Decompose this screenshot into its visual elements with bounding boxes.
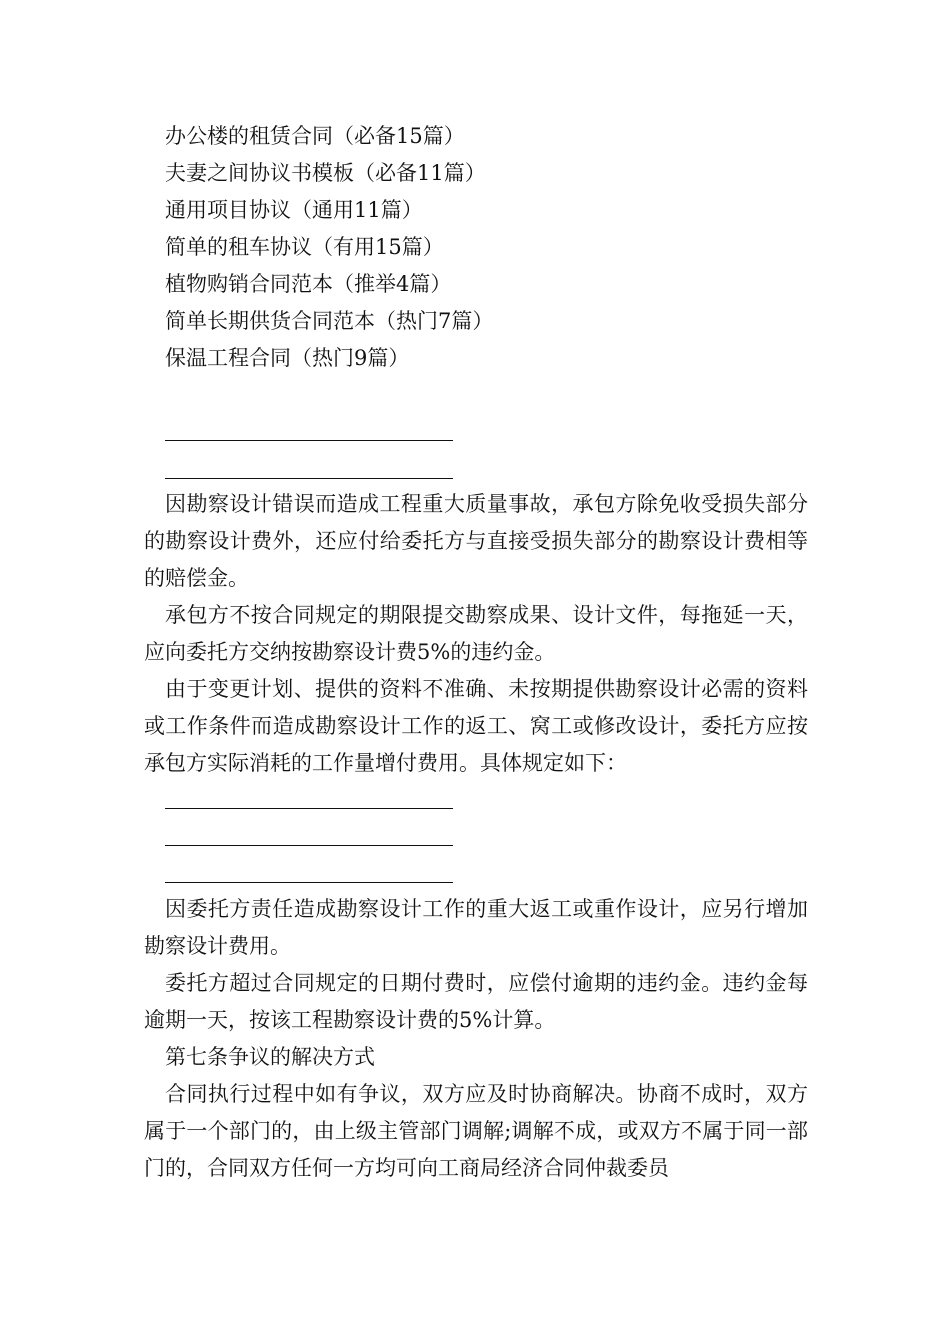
paragraph-late-payment-penalty: 委托方超过合同规定的日期付费时，应偿付逾期的违约金。违约金每逾期一天，按该工程勘察设计费的5%计算。 [144,971,808,1032]
list-item: 办公楼的租赁合同（必备15篇） [165,124,465,148]
blank-line [165,882,453,883]
list-item: 通用项目协议（通用11篇） [165,198,423,222]
list-item: 简单长期供货合同范本（热门7篇） [165,309,494,333]
list-item: 夫妻之间协议书模板（必备11篇） [165,161,486,185]
paragraph-late-delivery-penalty: 承包方不按合同规定的期限提交勘察成果、设计文件，每拖延一天，应向委托方交纳按勘察设计费5%的违约金。 [144,603,808,664]
paragraph-dispute-resolution: 合同执行过程中如有争议，双方应及时协商解决。协商不成时，双方属于一个部门的，由上级主管部门调解;调解不成，或双方不属于同一部门的，合同双方任何一方均可向工商局经济合同仲裁委员 [144,1082,808,1180]
blank-line [165,478,453,479]
paragraph-rework-fees: 由于变更计划、提供的资料不准确、未按期提供勘察设计必需的资料或工作条件而造成勘察设计工作的返工、窝工或修改设计，委托方应按承包方实际消耗的工作量增付费用。具体规定如下： [144,677,808,775]
list-item: 保温工程合同（热门9篇） [165,346,410,370]
paragraph-major-rework: 因委托方责任造成勘察设计工作的重大返工或重作设计，应另行增加勘察设计费用。 [144,897,808,958]
paragraph-design-error-compensation: 因勘察设计错误而造成工程重大质量事故，承包方除免收受损失部分的勘察设计费外，还应付给委托方与直接受损失部分的勘察设计费相等的赔偿金。 [144,492,808,590]
list-item: 植物购销合同范本（推举4篇） [165,272,452,296]
list-item: 简单的租车协议（有用15篇） [165,235,444,259]
blank-line [165,440,453,441]
section-heading-dispute-resolution: 第七条争议的解决方式 [165,1045,375,1069]
contract-title-list [165,118,493,377]
blank-line [165,808,453,809]
blank-line [165,845,453,846]
